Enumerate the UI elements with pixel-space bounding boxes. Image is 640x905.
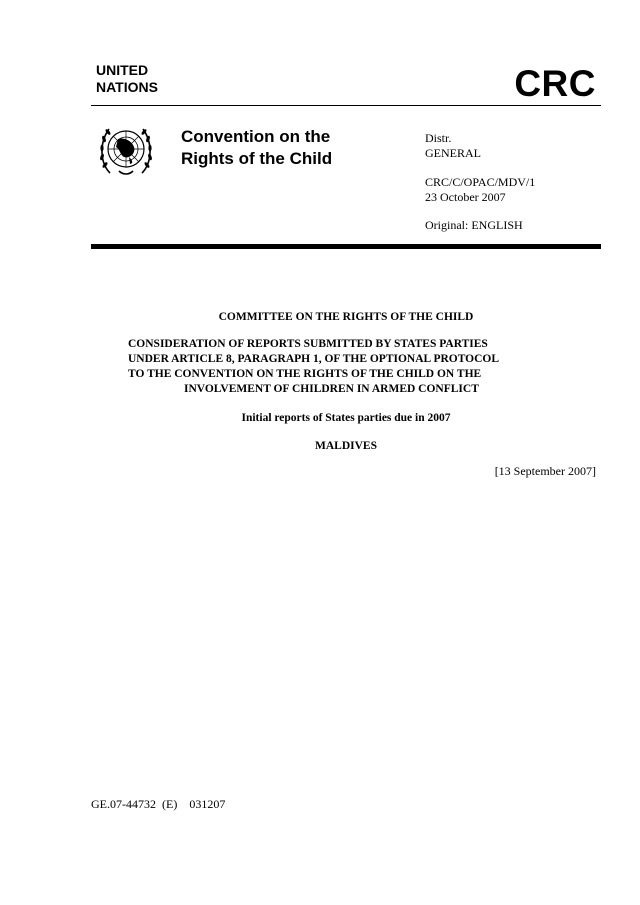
document-symbol: CRC/C/OPAC/MDV/1 [425,175,536,189]
title-divider [91,244,601,249]
convention-title-line-1: Convention on the [181,127,331,146]
original-language: Original: ENGLISH [425,218,523,232]
convention-title [181,126,332,170]
symbol-date-block [425,175,535,205]
consideration-heading [128,337,588,397]
un-emblem-icon [96,117,156,181]
distribution-value: GENERAL [425,146,481,160]
country-name: MALDIVES [315,440,377,452]
distribution-label: Distr. [425,131,452,145]
report-subtitle: Initial reports of States parties due in 2007 [241,412,451,424]
header-divider [91,105,601,106]
consideration-line-2: UNDER ARTICLE 8, PARAGRAPH 1, OF THE OPTIONAL PROTOCOL [128,353,500,365]
consideration-line-3: TO THE CONVENTION ON THE RIGHTS OF THE CHILD ON THE [128,368,482,380]
consideration-line-1: CONSIDERATION OF REPORTS SUBMITTED BY STATES PARTIES [128,338,488,350]
org-line-2: NATIONS [96,79,158,95]
document-date: 23 October 2007 [425,190,506,204]
document-code-footer: GE.07-44732 (E) 031207 [91,797,226,811]
committee-heading: COMMITTEE ON THE RIGHTS OF THE CHILD [218,311,474,323]
report-date: [13 September 2007] [494,464,596,478]
document-series-symbol: CRC [514,63,596,104]
organization-name [96,62,158,96]
consideration-line-4: INVOLVEMENT OF CHILDREN IN ARMED CONFLICT [184,383,479,395]
convention-title-line-2: Rights of the Child [181,149,333,168]
distribution-block [425,131,481,161]
org-line-1: UNITED [96,62,149,78]
